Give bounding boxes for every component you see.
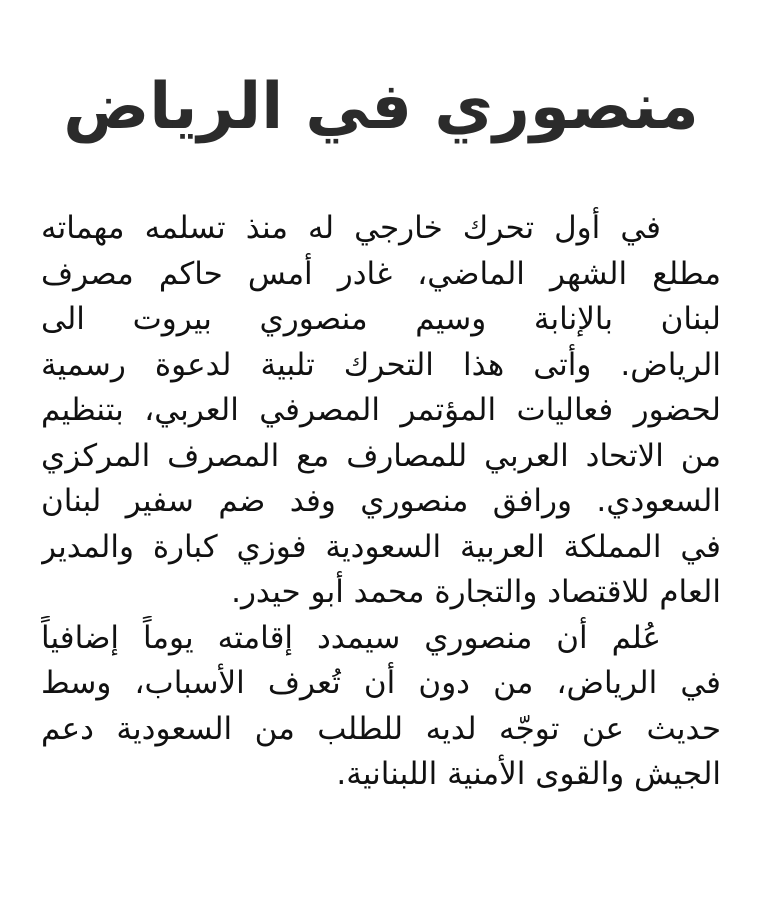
article-paragraph-2: [41, 616, 721, 798]
text-line: حديث عن توجّه لديه للطلب من السعودية دعم: [41, 710, 721, 747]
text-line: لبنان بالإنابة وسيم منصوري بيروت الى: [41, 301, 721, 337]
article-body: [41, 206, 721, 798]
text-line: عُلم أن منصوري سيمدد إقامته يوماً إضافياً: [41, 619, 661, 656]
text-line: مطلع الشهر الماضي، غادر أمس حاكم مصرف: [41, 255, 721, 292]
text-line: في المملكة العربية السعودية فوزي كبارة والمدير: [41, 528, 721, 565]
text-line: في الرياض، من دون أن تُعرف الأسباب، وسط: [41, 665, 721, 701]
article-paragraph-1: [41, 206, 721, 616]
text-line: من الاتحاد العربي للمصارف مع المصرف المركزي: [41, 437, 721, 474]
text-line: في أول تحرك خارجي له منذ تسلمه مهماته: [41, 210, 661, 246]
text-line: لحضور فعاليات المؤتمر المصرفي العربي، بتنظيم: [41, 392, 721, 428]
article-headline: منصوري في الرياض: [63, 70, 699, 144]
text-line: الجيش والقوى الأمنية اللبنانية.: [336, 756, 721, 792]
text-line: العام للاقتصاد والتجارة محمد أبو حيدر.: [231, 574, 721, 610]
text-line: السعودي. ورافق منصوري وفد ضم سفير لبنان: [41, 483, 721, 519]
text-line: الرياض. وأتى هذا التحرك تلبية لدعوة رسمية: [41, 346, 721, 383]
